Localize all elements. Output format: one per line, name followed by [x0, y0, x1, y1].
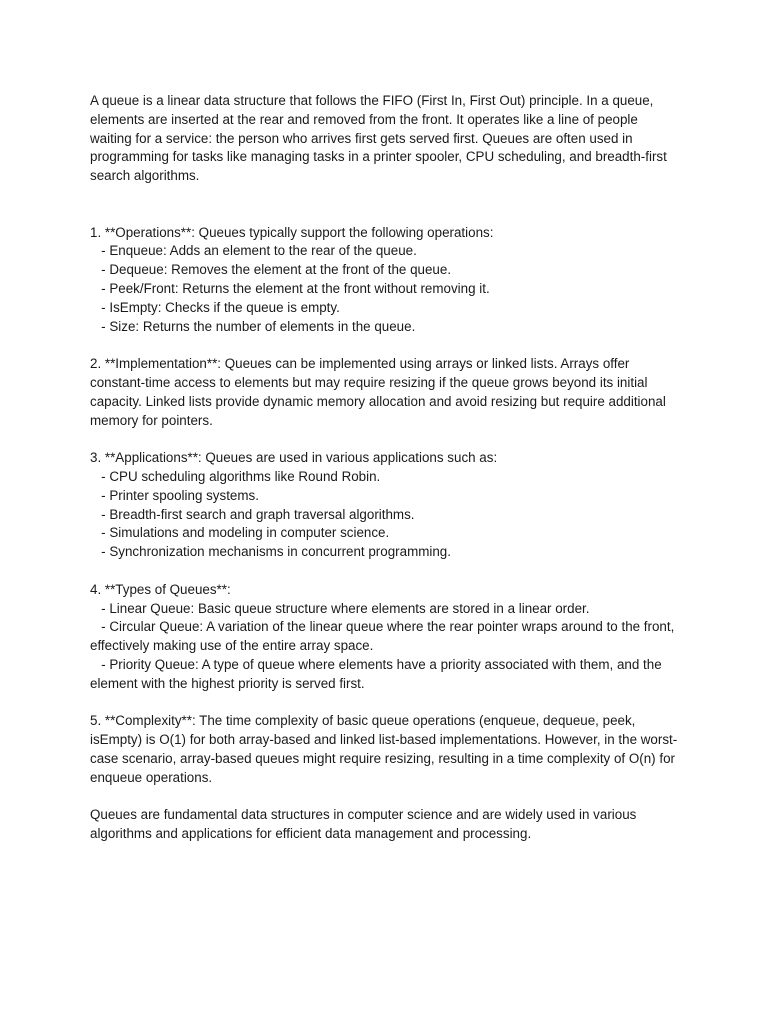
section-heading: 3. **Applications**: Queues are used in various applications such as:	[90, 450, 498, 466]
list-item: - Linear Queue: Basic queue structure where elements are stored in a linear order.	[90, 600, 590, 616]
section-paragraph: 2. **Implementation**: Queues can be implemented using arrays or linked lists. Arrays offer constant-time access to elements but may require resizing if the queue grows beyond its initial capacity. Linked lists provide dynamic memory allocation and avoid resizing but require additional memory for pointers.	[90, 356, 670, 428]
section-heading: 4. **Types of Queues**:	[90, 581, 231, 597]
section-types-of-queues	[90, 581, 680, 694]
list-item: - CPU scheduling algorithms like Round Robin.	[90, 468, 381, 484]
list-item: - Simulations and modeling in computer science.	[90, 525, 390, 541]
list-item: - Synchronization mechanisms in concurrent programming.	[90, 544, 451, 560]
section-heading: 1. **Operations**: Queues typically support the following operations:	[90, 224, 494, 240]
list-item: - Peek/Front: Returns the element at the front without removing it.	[90, 280, 490, 296]
list-item: - Priority Queue: A type of queue where elements have a priority associated with them, and the element with the highest priority is served first.	[90, 656, 666, 691]
list-item: - Printer spooling systems.	[90, 487, 259, 503]
section-operations	[90, 224, 680, 337]
section-complexity	[90, 712, 680, 787]
conclusion-paragraph: Queues are fundamental data structures in computer science and are widely used in various algorithms and applications for efficient data management and processing.	[90, 807, 641, 842]
list-item: - Breadth-first search and graph traversal algorithms.	[90, 506, 415, 522]
list-item: - Dequeue: Removes the element at the front of the queue.	[90, 262, 452, 278]
document-page	[90, 92, 680, 844]
section-implementation	[90, 355, 680, 430]
intro-paragraph: A queue is a linear data structure that follows the FIFO (First In, First Out) principle. In a queue, elements are inserted at the rear and removed from the front. It operates like a line of people waiting for a service: the person who arrives first gets served first. Queues are often used in programming for tasks like managing tasks in a printer spooler, CPU scheduling, and breadth-first search algorithms.	[90, 93, 671, 184]
list-item: - IsEmpty: Checks if the queue is empty.	[90, 299, 340, 315]
section-paragraph: 5. **Complexity**: The time complexity of basic queue operations (enqueue, dequeue, peek, isEmpty) is O(1) for both array-based and linked list-based implementations. However, in the worst-case scenario, array-based queues might require resizing, resulting in a time complexity of O(n) for enqueue operations.	[90, 713, 679, 785]
list-item: - Enqueue: Adds an element to the rear of the queue.	[90, 243, 417, 259]
list-item: - Circular Queue: A variation of the linear queue where the rear pointer wraps around to the front, effectively making use of the entire array space.	[90, 619, 679, 654]
section-applications	[90, 449, 680, 562]
list-item: - Size: Returns the number of elements in the queue.	[90, 318, 416, 334]
